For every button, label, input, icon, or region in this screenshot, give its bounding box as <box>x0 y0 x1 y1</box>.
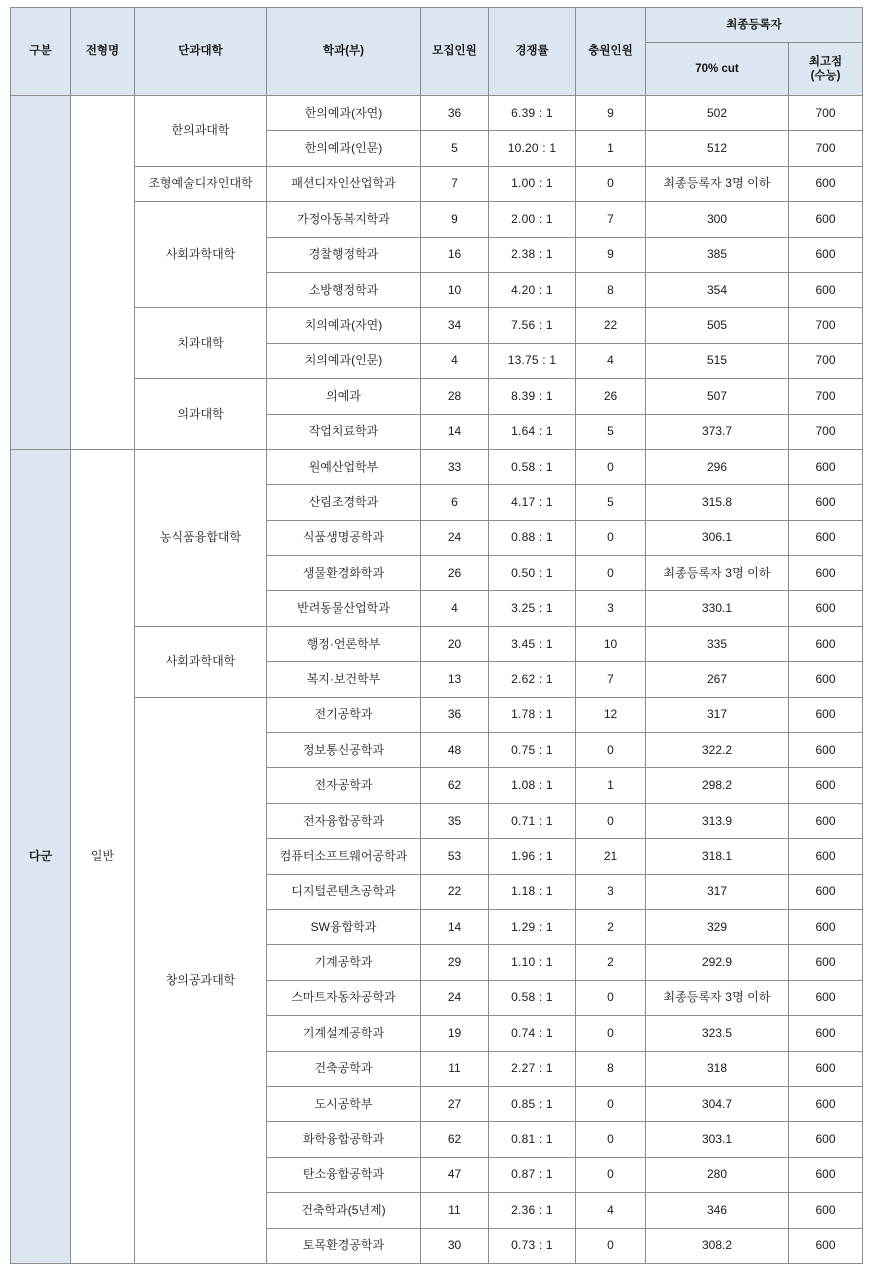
cell-competition-ratio: 1.08 : 1 <box>489 768 576 803</box>
cell-department: 컴퓨터소프트웨어공학과 <box>267 839 421 874</box>
cell-quota: 9 <box>421 202 489 237</box>
cell-70-cut: 318 <box>646 1051 789 1086</box>
cell-extra-admits: 7 <box>576 202 646 237</box>
cell-competition-ratio: 0.58 : 1 <box>489 980 576 1015</box>
cell-quota: 48 <box>421 733 489 768</box>
cell-extra-admits: 1 <box>576 131 646 166</box>
cell-department: 식품생명공학과 <box>267 520 421 555</box>
column-header-quota: 모집인원 <box>421 8 489 96</box>
cell-extra-admits: 7 <box>576 662 646 697</box>
cell-quota: 4 <box>421 591 489 626</box>
cell-competition-ratio: 2.27 : 1 <box>489 1051 576 1086</box>
cell-top-score: 600 <box>789 449 863 484</box>
cell-70-cut: 292.9 <box>646 945 789 980</box>
cell-70-cut: 298.2 <box>646 768 789 803</box>
cell-extra-admits: 4 <box>576 343 646 378</box>
cell-quota: 62 <box>421 1122 489 1157</box>
cell-quota: 20 <box>421 626 489 661</box>
column-header-final-registrants-group: 최종등록자 <box>646 8 863 43</box>
cell-70-cut: 최종등록자 3명 이하 <box>646 166 789 201</box>
cell-70-cut: 502 <box>646 96 789 131</box>
cell-extra-admits: 0 <box>576 803 646 838</box>
cell-department: 기계설계공학과 <box>267 1016 421 1051</box>
cell-extra-admits: 26 <box>576 379 646 414</box>
cell-quota: 19 <box>421 1016 489 1051</box>
cell-extra-admits: 0 <box>576 520 646 555</box>
cell-top-score: 600 <box>789 520 863 555</box>
cell-top-score: 700 <box>789 414 863 449</box>
cell-top-score: 600 <box>789 1193 863 1228</box>
table-row <box>11 379 863 414</box>
cell-quota: 28 <box>421 379 489 414</box>
cell-competition-ratio: 6.39 : 1 <box>489 96 576 131</box>
cell-top-score: 700 <box>789 308 863 343</box>
cell-competition-ratio: 0.74 : 1 <box>489 1016 576 1051</box>
cell-70-cut: 최종등록자 3명 이하 <box>646 556 789 591</box>
table-header-row-1 <box>11 8 863 43</box>
cell-college: 치과대학 <box>135 308 267 379</box>
cell-department: 치의예과(인문) <box>267 343 421 378</box>
cell-70-cut: 515 <box>646 343 789 378</box>
cell-70-cut: 354 <box>646 272 789 307</box>
cell-competition-ratio: 1.10 : 1 <box>489 945 576 980</box>
cell-department: SW융합학과 <box>267 909 421 944</box>
column-header-top-score-line1: 최고점 <box>808 55 843 68</box>
cell-competition-ratio: 0.81 : 1 <box>489 1122 576 1157</box>
cell-college: 농식품융합대학 <box>135 449 267 626</box>
cell-competition-ratio: 1.96 : 1 <box>489 839 576 874</box>
cell-70-cut: 330.1 <box>646 591 789 626</box>
table-row <box>11 166 863 201</box>
cell-70-cut: 385 <box>646 237 789 272</box>
cell-department: 가정아동복지학과 <box>267 202 421 237</box>
cell-top-score: 700 <box>789 343 863 378</box>
cell-quota: 7 <box>421 166 489 201</box>
cell-top-score: 600 <box>789 1051 863 1086</box>
cell-college: 의과대학 <box>135 379 267 450</box>
cell-quota: 27 <box>421 1086 489 1121</box>
cell-competition-ratio: 1.29 : 1 <box>489 909 576 944</box>
cell-70-cut: 323.5 <box>646 1016 789 1051</box>
cell-top-score: 600 <box>789 1228 863 1263</box>
table-row <box>11 697 863 732</box>
cell-quota: 22 <box>421 874 489 909</box>
cell-extra-admits: 1 <box>576 768 646 803</box>
cell-70-cut: 300 <box>646 202 789 237</box>
table-row <box>11 308 863 343</box>
cell-quota: 4 <box>421 343 489 378</box>
cell-extra-admits: 4 <box>576 1193 646 1228</box>
cell-top-score: 600 <box>789 272 863 307</box>
table-row <box>11 626 863 661</box>
cell-department: 의예과 <box>267 379 421 414</box>
cell-competition-ratio: 0.88 : 1 <box>489 520 576 555</box>
cell-top-score: 600 <box>789 556 863 591</box>
cell-extra-admits: 21 <box>576 839 646 874</box>
column-header-extra-admits: 충원인원 <box>576 8 646 96</box>
cell-extra-admits: 0 <box>576 1157 646 1192</box>
cell-quota: 10 <box>421 272 489 307</box>
cell-extra-admits: 0 <box>576 166 646 201</box>
cell-quota: 53 <box>421 839 489 874</box>
cell-competition-ratio: 0.58 : 1 <box>489 449 576 484</box>
column-header-department: 학과(부) <box>267 8 421 96</box>
column-header-top-score <box>789 43 863 96</box>
cell-department: 전자공학과 <box>267 768 421 803</box>
cell-top-score: 600 <box>789 733 863 768</box>
cell-extra-admits: 5 <box>576 485 646 520</box>
cell-college: 사회과학대학 <box>135 626 267 697</box>
cell-70-cut: 322.2 <box>646 733 789 768</box>
cell-70-cut: 313.9 <box>646 803 789 838</box>
cell-department: 산림조경학과 <box>267 485 421 520</box>
cell-70-cut: 296 <box>646 449 789 484</box>
cell-top-score: 600 <box>789 874 863 909</box>
cell-quota: 36 <box>421 96 489 131</box>
cell-department: 반려동물산업학과 <box>267 591 421 626</box>
cell-70-cut: 267 <box>646 662 789 697</box>
cell-jeonhyeong: 일반 <box>71 449 135 1263</box>
column-header-top-score-line2: (수능) <box>810 70 841 82</box>
cell-extra-admits: 0 <box>576 1086 646 1121</box>
cell-department: 복지·보건학부 <box>267 662 421 697</box>
cell-top-score: 600 <box>789 909 863 944</box>
cell-quota: 14 <box>421 414 489 449</box>
cell-extra-admits: 0 <box>576 1122 646 1157</box>
cell-70-cut: 373.7 <box>646 414 789 449</box>
cell-competition-ratio: 0.75 : 1 <box>489 733 576 768</box>
cell-competition-ratio: 10.20 : 1 <box>489 131 576 166</box>
cell-extra-admits: 9 <box>576 96 646 131</box>
cell-department: 행정·언론학부 <box>267 626 421 661</box>
cell-quota: 34 <box>421 308 489 343</box>
table-row <box>11 202 863 237</box>
cell-70-cut: 317 <box>646 697 789 732</box>
cell-department: 디지털콘텐츠공학과 <box>267 874 421 909</box>
cell-extra-admits: 3 <box>576 591 646 626</box>
cell-competition-ratio: 3.25 : 1 <box>489 591 576 626</box>
cell-competition-ratio: 2.38 : 1 <box>489 237 576 272</box>
cell-extra-admits: 9 <box>576 237 646 272</box>
cell-department: 치의예과(자연) <box>267 308 421 343</box>
cell-department: 도시공학부 <box>267 1086 421 1121</box>
cell-top-score: 600 <box>789 1086 863 1121</box>
cell-competition-ratio: 1.00 : 1 <box>489 166 576 201</box>
cell-extra-admits: 0 <box>576 1228 646 1263</box>
cell-competition-ratio: 3.45 : 1 <box>489 626 576 661</box>
cell-quota: 6 <box>421 485 489 520</box>
cell-department: 원예산업학부 <box>267 449 421 484</box>
cell-top-score: 600 <box>789 202 863 237</box>
cell-college: 한의과대학 <box>135 96 267 167</box>
cell-top-score: 600 <box>789 166 863 201</box>
cell-quota: 16 <box>421 237 489 272</box>
cell-70-cut: 346 <box>646 1193 789 1228</box>
table-row <box>11 96 863 131</box>
cell-quota: 62 <box>421 768 489 803</box>
cell-quota: 24 <box>421 980 489 1015</box>
cell-competition-ratio: 0.71 : 1 <box>489 803 576 838</box>
cell-quota: 11 <box>421 1193 489 1228</box>
cell-department: 건축학과(5년제) <box>267 1193 421 1228</box>
cell-competition-ratio: 13.75 : 1 <box>489 343 576 378</box>
cell-competition-ratio: 4.17 : 1 <box>489 485 576 520</box>
cell-70-cut: 318.1 <box>646 839 789 874</box>
cell-competition-ratio: 8.39 : 1 <box>489 379 576 414</box>
cell-department: 한의예과(자연) <box>267 96 421 131</box>
cell-quota: 29 <box>421 945 489 980</box>
cell-70-cut: 315.8 <box>646 485 789 520</box>
column-header-70-cut: 70% cut <box>646 43 789 96</box>
cell-quota: 35 <box>421 803 489 838</box>
column-header-competition-ratio: 경쟁률 <box>489 8 576 96</box>
cell-competition-ratio: 0.73 : 1 <box>489 1228 576 1263</box>
cell-department: 기계공학과 <box>267 945 421 980</box>
cell-quota: 33 <box>421 449 489 484</box>
cell-department: 경찰행정학과 <box>267 237 421 272</box>
cell-competition-ratio: 0.87 : 1 <box>489 1157 576 1192</box>
cell-70-cut: 512 <box>646 131 789 166</box>
cell-department: 건축공학과 <box>267 1051 421 1086</box>
cell-quota: 36 <box>421 697 489 732</box>
cell-70-cut: 505 <box>646 308 789 343</box>
cell-top-score: 700 <box>789 131 863 166</box>
cell-competition-ratio: 1.18 : 1 <box>489 874 576 909</box>
cell-top-score: 600 <box>789 980 863 1015</box>
cell-top-score: 600 <box>789 697 863 732</box>
cell-college: 창의공과대학 <box>135 697 267 1263</box>
cell-70-cut: 303.1 <box>646 1122 789 1157</box>
cell-top-score: 600 <box>789 1157 863 1192</box>
cell-extra-admits: 0 <box>576 449 646 484</box>
cell-department: 정보통신공학과 <box>267 733 421 768</box>
cell-department: 한의예과(인문) <box>267 131 421 166</box>
cell-extra-admits: 22 <box>576 308 646 343</box>
cell-competition-ratio: 1.78 : 1 <box>489 697 576 732</box>
cell-top-score: 600 <box>789 591 863 626</box>
cell-gubun <box>11 96 71 450</box>
cell-quota: 13 <box>421 662 489 697</box>
cell-department: 전자융합공학과 <box>267 803 421 838</box>
cell-quota: 26 <box>421 556 489 591</box>
cell-department: 패션디자인산업학과 <box>267 166 421 201</box>
cell-70-cut: 507 <box>646 379 789 414</box>
cell-70-cut: 335 <box>646 626 789 661</box>
table-header <box>11 8 863 96</box>
cell-extra-admits: 3 <box>576 874 646 909</box>
cell-competition-ratio: 0.50 : 1 <box>489 556 576 591</box>
cell-competition-ratio: 2.62 : 1 <box>489 662 576 697</box>
cell-quota: 24 <box>421 520 489 555</box>
cell-competition-ratio: 2.00 : 1 <box>489 202 576 237</box>
column-header-college: 단과대학 <box>135 8 267 96</box>
cell-extra-admits: 10 <box>576 626 646 661</box>
cell-top-score: 600 <box>789 839 863 874</box>
cell-quota: 11 <box>421 1051 489 1086</box>
cell-extra-admits: 2 <box>576 945 646 980</box>
cell-department: 생물환경화학과 <box>267 556 421 591</box>
column-header-jeonhyeong: 전형명 <box>71 8 135 96</box>
admissions-results-table <box>10 7 863 1264</box>
cell-extra-admits: 0 <box>576 733 646 768</box>
cell-quota: 14 <box>421 909 489 944</box>
cell-top-score: 600 <box>789 485 863 520</box>
cell-top-score: 600 <box>789 662 863 697</box>
column-header-gubun: 구분 <box>11 8 71 96</box>
cell-70-cut: 329 <box>646 909 789 944</box>
cell-department: 전기공학과 <box>267 697 421 732</box>
cell-quota: 47 <box>421 1157 489 1192</box>
cell-department: 토목환경공학과 <box>267 1228 421 1263</box>
cell-competition-ratio: 4.20 : 1 <box>489 272 576 307</box>
cell-competition-ratio: 1.64 : 1 <box>489 414 576 449</box>
cell-70-cut: 317 <box>646 874 789 909</box>
cell-extra-admits: 12 <box>576 697 646 732</box>
cell-department: 화학융합공학과 <box>267 1122 421 1157</box>
cell-college: 사회과학대학 <box>135 202 267 308</box>
cell-gubun: 다군 <box>11 449 71 1263</box>
cell-top-score: 700 <box>789 96 863 131</box>
cell-quota: 30 <box>421 1228 489 1263</box>
cell-70-cut: 304.7 <box>646 1086 789 1121</box>
cell-department: 소방행정학과 <box>267 272 421 307</box>
cell-competition-ratio: 0.85 : 1 <box>489 1086 576 1121</box>
cell-top-score: 600 <box>789 237 863 272</box>
cell-college: 조형예술디자인대학 <box>135 166 267 201</box>
cell-70-cut: 최종등록자 3명 이하 <box>646 980 789 1015</box>
cell-70-cut: 308.2 <box>646 1228 789 1263</box>
cell-department: 탄소융합공학과 <box>267 1157 421 1192</box>
cell-top-score: 600 <box>789 945 863 980</box>
cell-extra-admits: 2 <box>576 909 646 944</box>
cell-top-score: 600 <box>789 1016 863 1051</box>
cell-department: 스마트자동차공학과 <box>267 980 421 1015</box>
cell-quota: 5 <box>421 131 489 166</box>
cell-top-score: 700 <box>789 379 863 414</box>
cell-competition-ratio: 2.36 : 1 <box>489 1193 576 1228</box>
cell-70-cut: 306.1 <box>646 520 789 555</box>
cell-extra-admits: 0 <box>576 556 646 591</box>
cell-extra-admits: 0 <box>576 980 646 1015</box>
cell-extra-admits: 8 <box>576 272 646 307</box>
cell-extra-admits: 5 <box>576 414 646 449</box>
cell-70-cut: 280 <box>646 1157 789 1192</box>
cell-jeonhyeong <box>71 96 135 450</box>
cell-top-score: 600 <box>789 626 863 661</box>
cell-competition-ratio: 7.56 : 1 <box>489 308 576 343</box>
cell-top-score: 600 <box>789 803 863 838</box>
table-row <box>11 449 863 484</box>
cell-top-score: 600 <box>789 1122 863 1157</box>
table-body <box>11 96 863 1264</box>
cell-extra-admits: 8 <box>576 1051 646 1086</box>
cell-department: 작업치료학과 <box>267 414 421 449</box>
cell-top-score: 600 <box>789 768 863 803</box>
cell-extra-admits: 0 <box>576 1016 646 1051</box>
